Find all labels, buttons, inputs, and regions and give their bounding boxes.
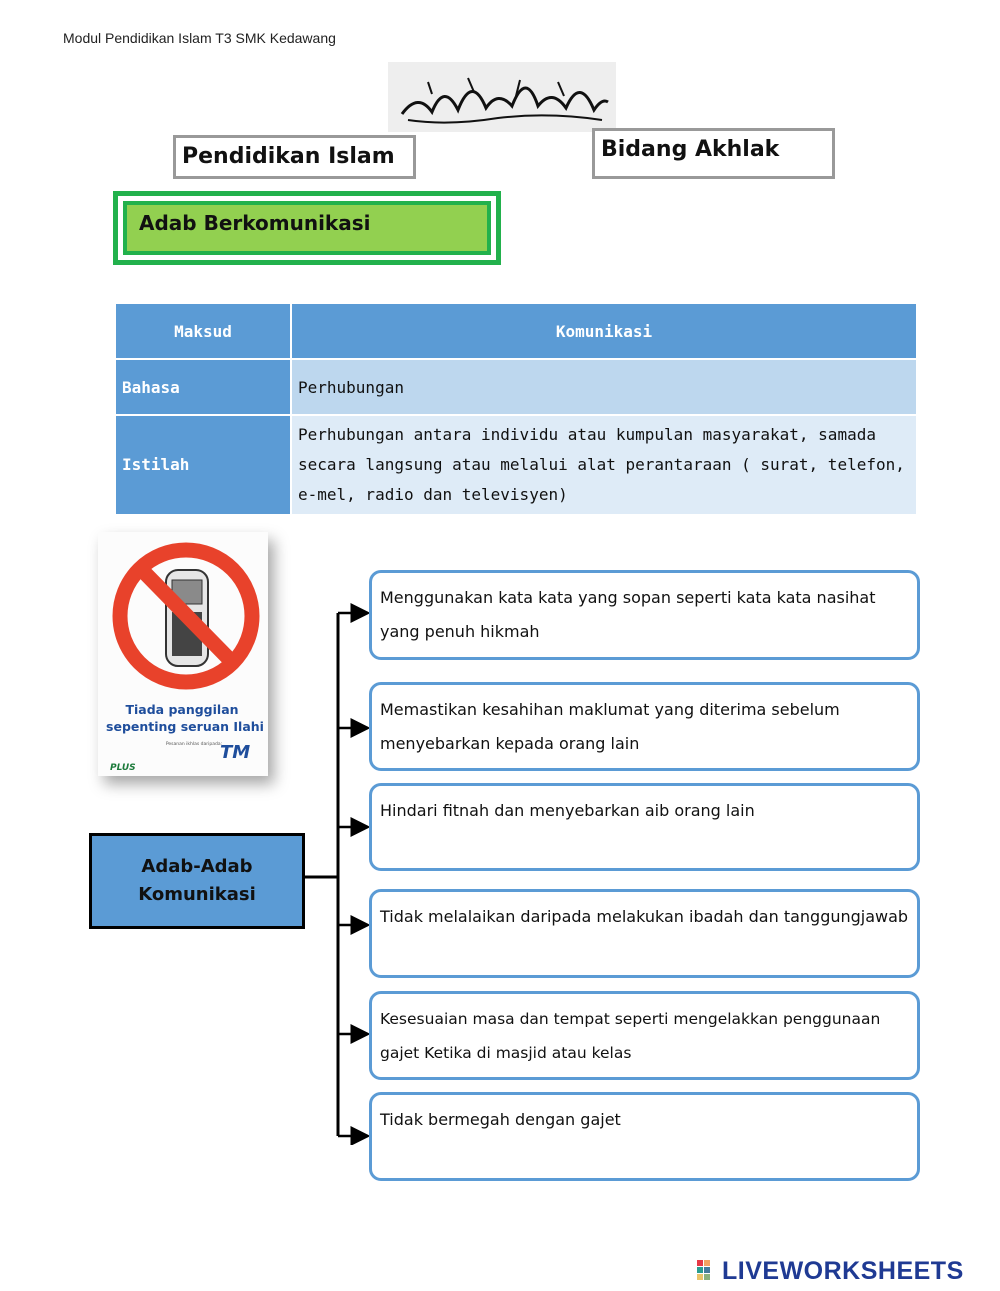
table-row <box>116 415 917 514</box>
table-header-komunikasi: Komunikasi <box>291 304 917 359</box>
row-label-istilah: Istilah <box>116 415 291 514</box>
mindmap-center-label: Adab-Adab Komunikasi <box>138 856 256 905</box>
footer-brand[interactable]: LIVEWORKSHEETS <box>722 1257 964 1285</box>
topic-banner <box>113 191 501 265</box>
mindmap-connector <box>300 600 375 1145</box>
poster-line1: Tiada panggilan <box>125 702 239 717</box>
subject-title: Pendidikan Islam <box>173 135 416 179</box>
row-value-istilah: Perhubungan antara individu atau kumpulan masyarakat, samada secara langsung atau melalui alat perantaraan ( surat, telefon, e-mel, radio dan televisyen) <box>291 415 917 514</box>
plus-logo: PLUS <box>110 763 136 773</box>
adab-item: Memastikan kesahihan maklumat yang diterima sebelum menyebarkan kepada orang lain <box>369 682 920 771</box>
tm-logo: TM <box>220 742 251 763</box>
calligraphy-image <box>388 62 616 132</box>
liveworksheets-logo-icon <box>697 1260 717 1280</box>
bismillah-calligraphy <box>388 62 616 132</box>
poster-line2: sepenting seruan Ilahi <box>106 719 264 734</box>
table-row <box>116 359 917 415</box>
row-value-bahasa: Perhubungan <box>291 359 917 415</box>
table-header-maksud: Maksud <box>116 304 291 359</box>
topic-title: Adab Berkomunikasi <box>123 201 491 255</box>
adab-item: Menggunakan kata kata yang sopan seperti kata kata nasihat yang penuh hikmah <box>369 570 920 660</box>
row-label-bahasa: Bahasa <box>116 359 291 415</box>
adab-item: Hindari fitnah dan menyebarkan aib orang lain <box>369 783 920 871</box>
page-header: Modul Pendidikan Islam T3 SMK Kedawang <box>63 30 336 46</box>
mindmap-center <box>89 833 305 929</box>
adab-item: Tidak bermegah dengan gajet <box>369 1092 920 1181</box>
no-phone-poster <box>98 532 268 776</box>
field-title: Bidang Akhlak <box>592 128 835 179</box>
definition-table <box>116 304 918 514</box>
poster-small-text: Pesanan ikhlas daripada: <box>165 742 223 747</box>
adab-item: Tidak melalaikan daripada melakukan ibadah dan tanggungjawab <box>369 889 920 978</box>
no-phone-sign-icon <box>98 532 268 776</box>
adab-item: Kesesuaian masa dan tempat seperti mengelakkan penggunaan gajet Ketika di masjid atau kelas <box>369 991 920 1080</box>
